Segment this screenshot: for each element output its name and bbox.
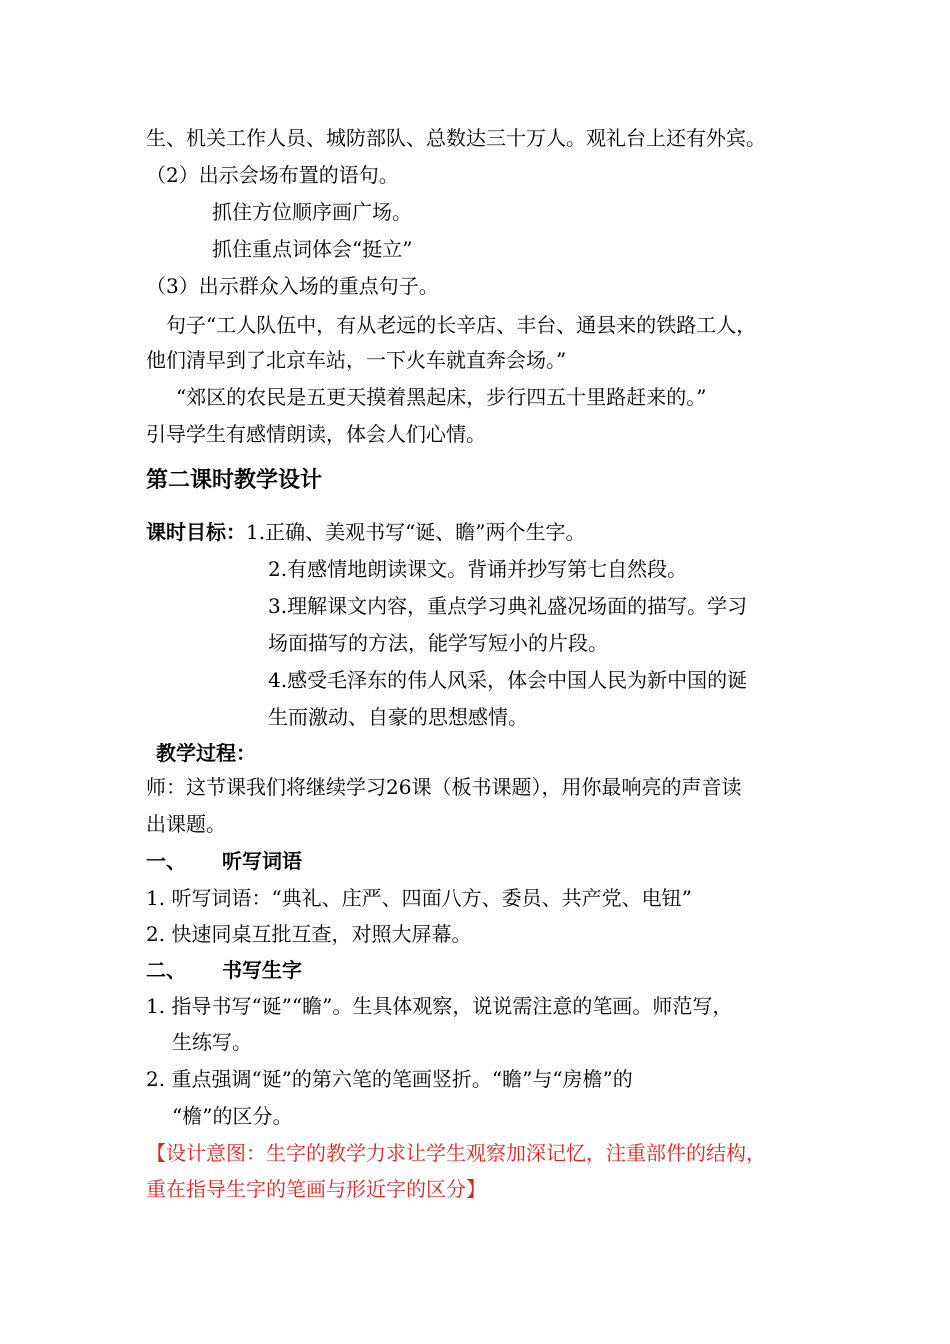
item-2-sub-1: 抓住方位顺序画广场。 — [212, 200, 412, 224]
guide-line: 引导学生有感情朗读，体会人们心情。 — [146, 422, 486, 446]
part-2-step-1-line-a: 1. 指导书写“诞”“瞻”。生具体观察，说说需注意的笔画。师范写， — [146, 994, 733, 1018]
part-2-step-2-line-a: 2. 重点强调“诞”的第六笔的笔画竖折。“瞻”与“房檐”的 — [146, 1067, 633, 1091]
design-intent-line-b: 重在指导生字的笔画与形近字的区分】 — [146, 1177, 486, 1201]
part-1-title: 听写词语 — [222, 849, 302, 873]
part-1-step-1: 1. 听写词语：“典礼、庄严、四面八方、委员、共产党、电钮” — [146, 886, 692, 910]
goal-4-line-b: 生而激动、自豪的思想感情。 — [268, 705, 528, 729]
part-2-heading — [146, 957, 302, 983]
goals-row — [146, 519, 586, 545]
process-label: 教学过程： — [156, 741, 256, 765]
part-2-step-1-line-b: 生练写。 — [172, 1030, 252, 1054]
quote-1-line-b: 他们清早到了北京车站，一下火车就直奔会场。” — [146, 348, 567, 372]
goal-3-line-a: 3.理解课文内容，重点学习典礼盛况场面的描写。学习 — [268, 594, 748, 618]
part-1-heading — [146, 848, 302, 874]
part-1-number: 一、 — [146, 849, 186, 873]
intro-line: 生、机关工作人员、城防部队、总数达三十万人。观礼台上还有外宾。 — [146, 126, 766, 150]
teacher-line-b: 出课题。 — [146, 812, 226, 836]
goals-label: 课时目标： — [146, 520, 246, 544]
goal-1: 1.正确、美观书写“诞、瞻”两个生字。 — [246, 520, 586, 544]
part-1-step-2: 2. 快速同桌互批互查，对照大屏幕。 — [146, 922, 472, 946]
goal-3-line-b: 场面描写的方法，能学写短小的片段。 — [268, 631, 608, 655]
design-intent-line-a: 【设计意图：生字的教学力求让学生观察加深记忆，注重部件的结构， — [146, 1141, 766, 1165]
section-title: 第二课时教学设计 — [146, 468, 323, 493]
quote-2: “郊区的农民是五更天摸着黑起床，步行四五十里路赶来的。” — [176, 385, 707, 409]
part-2-step-2-line-b: “檐”的区分。 — [172, 1104, 293, 1128]
goal-4-line-a: 4.感受毛泽东的伟人风采，体会中国人民为新中国的诞 — [268, 668, 748, 692]
part-2-number: 二、 — [146, 958, 186, 982]
item-3: （3）出示群众入场的重点句子。 — [146, 274, 439, 298]
quote-1-line-a: 句子“工人队伍中，有从老远的长辛店、丰台、通县来的铁路工人， — [166, 313, 757, 337]
item-2-sub-2: 抓住重点词体会“挺立” — [212, 237, 413, 261]
part-2-title: 书写生字 — [222, 958, 302, 982]
item-2: （2）出示会场布置的语句。 — [146, 163, 399, 187]
goal-2: 2.有感情地朗读课文。背诵并抄写第七自然段。 — [268, 557, 688, 581]
teacher-line-a: 师：这节课我们将继续学习26课（板书课题），用你最响亮的声音读 — [146, 775, 742, 799]
